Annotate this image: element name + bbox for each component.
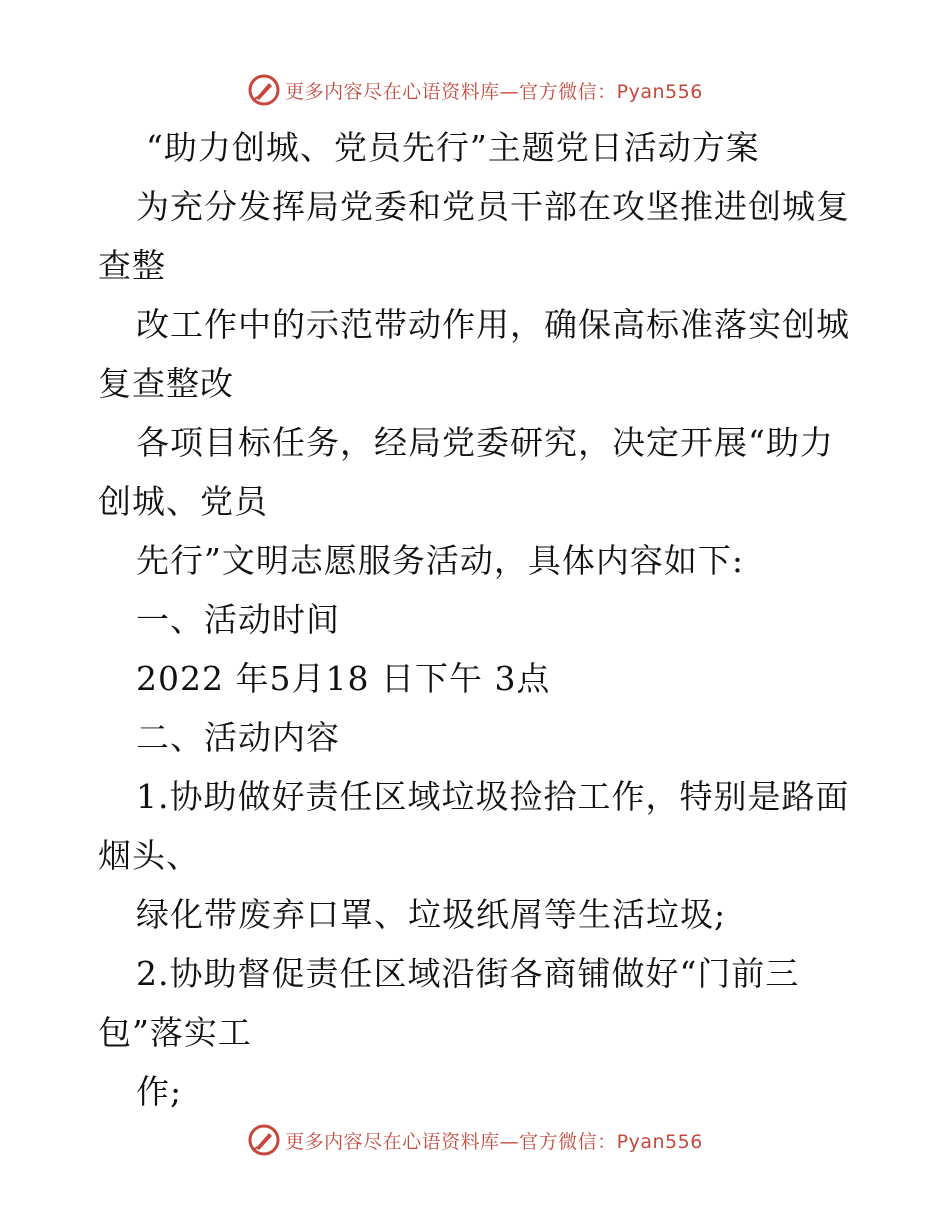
watermark-banner-bottom bbox=[0, 1120, 950, 1160]
list-item-continued: 烟头、 bbox=[98, 836, 200, 875]
section-heading: 二、活动内容 bbox=[136, 718, 340, 757]
list-item-continued: 绿化带废弃口罩、垃圾纸屑等生活垃圾; bbox=[136, 895, 727, 934]
paragraph-line: 为充分发挥局党委和党员干部在攻坚推进创城复 bbox=[136, 187, 850, 226]
watermark-text bbox=[285, 77, 703, 104]
list-item: 1.协助做好责任区域垃圾捡拾工作，特别是路面 bbox=[136, 777, 850, 816]
list-item: 2.协助督促责任区域沿街各商铺做好“门前三 bbox=[136, 954, 800, 993]
document-title: “助力创城、党员先行”主题党日活动方案 bbox=[146, 128, 760, 167]
paragraph-line: 2022 年5月18 日下午 3点 bbox=[136, 659, 551, 698]
watermark-separator: — bbox=[499, 1130, 520, 1153]
watermark-main: 更多内容尽在心语资料库 bbox=[285, 80, 500, 103]
paragraph-line: 创城、党员 bbox=[98, 482, 268, 521]
paragraph-line: 查整 bbox=[98, 246, 166, 285]
section-heading: 一、活动时间 bbox=[136, 600, 340, 639]
paragraph-line: 各项目标任务，经局党委研究，决定开展“助力 bbox=[136, 423, 834, 462]
paragraph-line: 复查整改 bbox=[98, 364, 234, 403]
pen-circle-logo-icon bbox=[247, 73, 281, 107]
pen-circle-logo-icon bbox=[247, 1123, 281, 1157]
watermark-text bbox=[285, 1127, 703, 1154]
paragraph-line: 改工作中的示范带动作用，确保高标准落实创城 bbox=[136, 305, 850, 344]
watermark-main: 更多内容尽在心语资料库 bbox=[285, 1130, 500, 1153]
paragraph-line: 先行”文明志愿服务活动，具体内容如下: bbox=[136, 541, 744, 580]
watermark-separator: — bbox=[499, 80, 520, 103]
watermark-wechat: 官方微信：Pyan556 bbox=[519, 80, 703, 103]
watermark-banner-top bbox=[0, 70, 950, 110]
watermark-wechat: 官方微信：Pyan556 bbox=[519, 1130, 703, 1153]
list-item-continued: 包”落实工 bbox=[98, 1013, 252, 1052]
list-item-continued: 作; bbox=[136, 1072, 183, 1111]
document-body bbox=[98, 118, 858, 1121]
